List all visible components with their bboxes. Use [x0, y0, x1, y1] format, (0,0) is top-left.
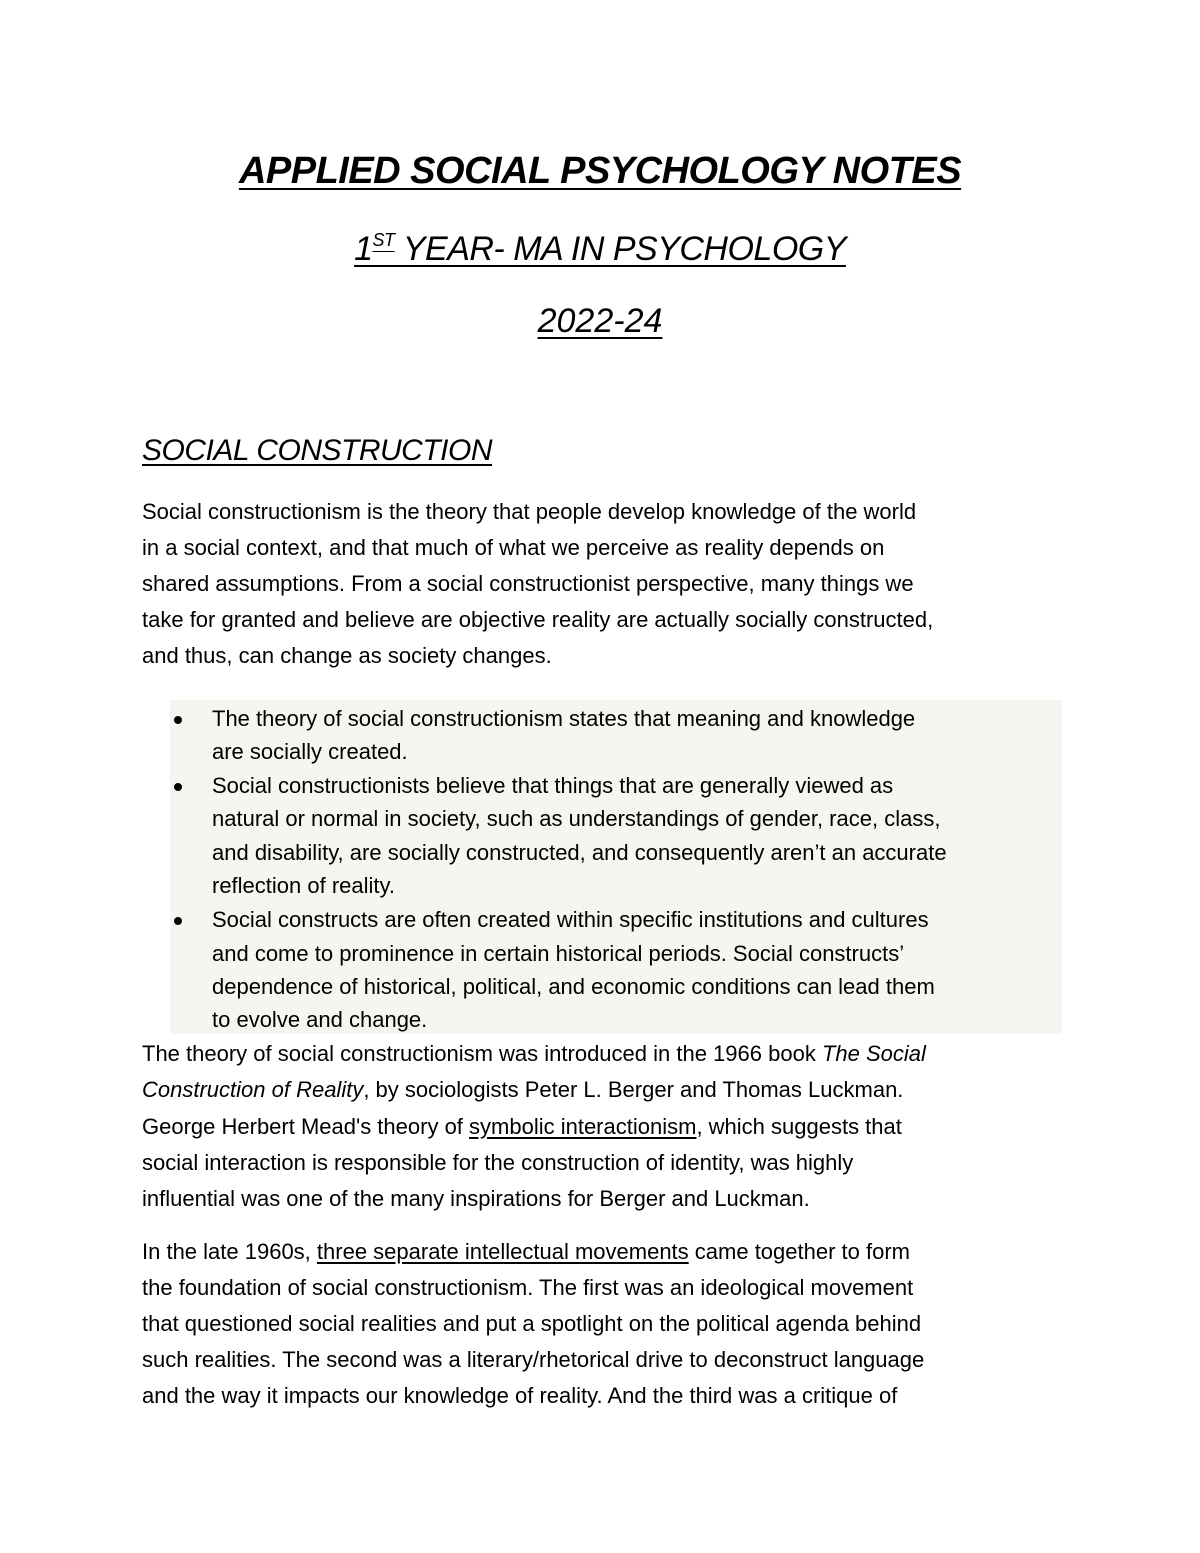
- paragraph-1-line: and thus, can change as society changes.: [142, 643, 552, 668]
- bullet-2-line: natural or normal in society, such as understandings of gender, race, class,: [212, 806, 941, 831]
- paragraph-2-line: [142, 1072, 903, 1108]
- paragraph-2-line: [142, 1036, 926, 1072]
- bullet-dot-icon: [174, 716, 182, 724]
- document-subtitle: [0, 230, 1200, 269]
- paragraph-2-line: [142, 1109, 902, 1145]
- paragraph-1-line: take for granted and believe are objective reality are actually socially constructed,: [142, 607, 934, 632]
- bullet-3-line: to evolve and change.: [212, 1007, 428, 1032]
- bullet-3-line: dependence of historical, political, and economic conditions can lead them: [212, 974, 935, 999]
- paragraph-3-line: [142, 1234, 910, 1270]
- bullet-dot-icon: [174, 917, 182, 925]
- bullet-2-line: reflection of reality.: [212, 873, 396, 898]
- paragraph-2-text: , by sociologists Peter L. Berger and Thomas Luckman.: [363, 1077, 904, 1102]
- document-title: APPLIED SOCIAL PSYCHOLOGY NOTES: [238, 150, 962, 192]
- paragraph-2-text: The theory of social constructionism was introduced in the 1966 book: [142, 1041, 822, 1066]
- subtitle-number: 1: [354, 230, 373, 268]
- subtitle-text: YEAR- MA IN PSYCHOLOGY: [394, 230, 846, 268]
- paragraph-3-line: such realities. The second was a literary/rhetorical drive to deconstruct language: [142, 1347, 925, 1372]
- bullet-3-line: and come to prominence in certain historical periods. Social constructs’: [212, 941, 905, 966]
- intellectual-movements-link[interactable]: three separate intellectual movements: [316, 1239, 689, 1264]
- bullet-3-line: Social constructs are often created within specific institutions and cultures: [212, 907, 929, 932]
- paragraph-3-line: and the way it impacts our knowledge of reality. And the third was a critique of: [142, 1383, 898, 1408]
- document-year: 2022-24: [537, 302, 663, 340]
- subtitle-superscript: ST: [372, 230, 395, 250]
- paragraph-3-text: In the late 1960s,: [142, 1239, 317, 1264]
- bullet-1-line: are socially created.: [212, 739, 408, 764]
- paragraph-2-line: influential was one of the many inspirations for Berger and Luckman.: [142, 1186, 810, 1211]
- paragraph-2-text: , which suggests that: [696, 1114, 902, 1139]
- paragraph-2-line: social interaction is responsible for the construction of identity, was highly: [142, 1150, 854, 1175]
- bullet-dot-icon: [174, 783, 182, 791]
- paragraph-3-line: the foundation of social constructionism. The first was an ideological movement: [142, 1275, 914, 1300]
- paragraph-1-line: shared assumptions. From a social constructionist perspective, many things we: [142, 571, 914, 596]
- bullet-2-line: Social constructionists believe that things that are generally viewed as: [212, 773, 894, 798]
- paragraph-1-line: in a social context, and that much of what we perceive as reality depends on: [142, 535, 885, 560]
- section-heading: SOCIAL CONSTRUCTION: [142, 434, 492, 467]
- paragraph-1-line: Social constructionism is the theory that people develop knowledge of the world: [142, 499, 917, 524]
- paragraph-2-text: George Herbert Mead's theory of: [142, 1114, 470, 1139]
- paragraph-3-line: that questioned social realities and put a spotlight on the political agenda behind: [142, 1311, 922, 1336]
- bullet-1-line: The theory of social constructionism states that meaning and knowledge: [212, 706, 916, 731]
- symbolic-interactionism-link[interactable]: symbolic interactionism: [469, 1114, 697, 1139]
- book-title: The Social: [821, 1041, 926, 1066]
- paragraph-3-text: came together to form: [688, 1239, 910, 1264]
- bullet-2-line: and disability, are socially constructed, and consequently aren’t an accurate: [212, 840, 947, 865]
- book-title: Construction of Reality: [142, 1077, 364, 1102]
